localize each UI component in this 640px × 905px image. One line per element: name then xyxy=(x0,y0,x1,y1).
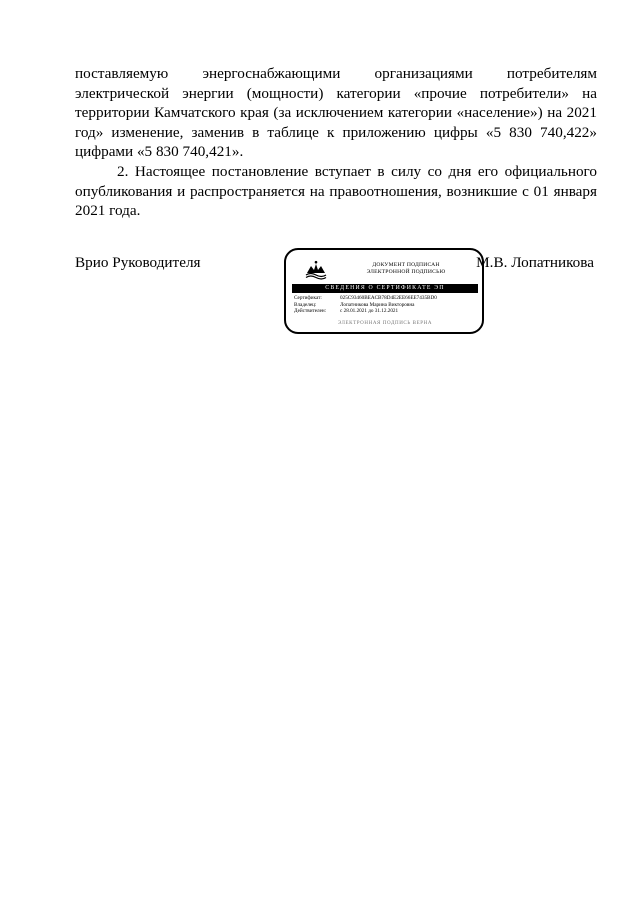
stamp-row-label: Сертификат: xyxy=(294,295,322,301)
electronic-signature-stamp xyxy=(284,248,484,334)
coat-of-arms-icon xyxy=(305,260,327,280)
stamp-row-certificate xyxy=(294,295,480,302)
stamp-row-validity xyxy=(294,308,480,315)
stamp-row-value: Лопатникова Марина Викторовна xyxy=(340,301,415,308)
stamp-row-label: Действителен: xyxy=(294,308,327,315)
stamp-row-value: 025C93460BEACB78D4E2EE66EE7435BD0 xyxy=(340,295,437,301)
stamp-header-line: ЭЛЕКТРОННОЙ ПОДПИСЬЮ xyxy=(366,268,446,275)
paragraph-amendment: поставляемую энергоснабжающими организациями потребителям электрической энергии (мощности) категории «прочие потребители» на территории Камчатского края (за исключением категории «население») на 2021 год» изменение, заменив в таблице к приложению цифры «5 830 740,422» цифрами «5 830 740,421». xyxy=(75,65,597,161)
paragraph-effective-date: 2. Настоящее постановление вступает в силу со дня его официального опубликования и распространяется на правоотношения, возникшие с 01 января 2021 года. xyxy=(75,162,597,220)
signer-name: М.В. Лопатникова xyxy=(476,254,594,271)
stamp-certificate-bar: СВЕДЕНИЯ О СЕРТИФИКАТЕ ЭП xyxy=(292,284,478,293)
stamp-header-line: ДОКУМЕНТ ПОДПИСАН xyxy=(372,262,440,268)
stamp-row-value: с 28.01.2021 до 31.12.2021 xyxy=(340,308,399,315)
document-body xyxy=(75,64,597,221)
stamp-row-label: Владелец: xyxy=(294,301,317,308)
stamp-footer: ЭЛЕКТРОННАЯ ПОДПИСЬ ВЕРНА xyxy=(337,321,433,326)
stamp-header xyxy=(336,262,476,275)
signer-title: Врио Руководителя xyxy=(75,254,201,271)
stamp-certificate-details xyxy=(294,295,480,315)
